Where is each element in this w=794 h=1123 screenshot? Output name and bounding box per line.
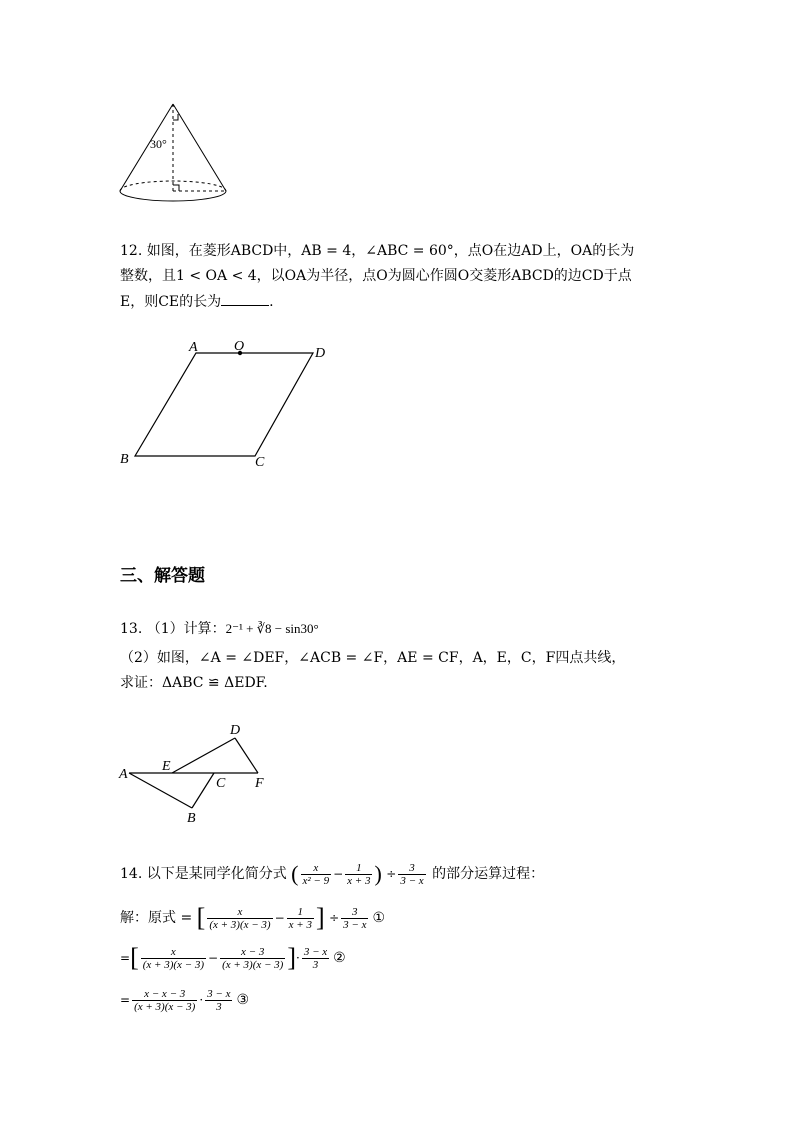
intro-frac-3: $\frac{3}{3 - x}$: [400, 861, 424, 887]
label-a: A: [189, 340, 198, 355]
q13-part1-expr: 2⁻¹ + ∛8 − sin30°: [225, 621, 319, 636]
section-title: 三、解答题: [120, 566, 205, 586]
right-angle-mark-bottom: [173, 185, 179, 191]
q13-part2-line2: 求证：ΔABC ≌ ΔEDF.: [120, 675, 268, 691]
q14-intro: 14. 以下是某同学化简分式 ( $\frac{x}{\text{x² − 9}}$ − $\frac{1}{x + 3}$ ) ÷ $\frac{3}{3 - x}$ 的部分运算过程：: [120, 861, 545, 887]
label-a: A: [119, 767, 128, 782]
q12-line2: 整数，且1 < OA < 4，以OA为半径，点O为圆心作圆O交菱形ABCD的边CD于点: [120, 268, 632, 284]
q12-line3: [120, 291, 274, 312]
cone-figure: [110, 98, 240, 216]
intro-frac-2: $\frac{1}{x + 3}$: [347, 861, 371, 887]
q13-part1-prefix: 13. （1）计算：: [120, 621, 226, 637]
rhombus-figure: [115, 335, 345, 470]
label-c: C: [255, 455, 265, 470]
step3-mark: ③: [236, 992, 250, 1008]
q12-line1: 12. 如图，在菱形ABCD中，AB = 4，∠ABC = 60°，点O在边AD上，OA的长为: [120, 243, 635, 259]
q13-part2-line1: （2）如图，∠A = ∠DEF，∠ACB = ∠F，AE = CF，A，E，C，F四点共线，: [120, 650, 626, 666]
label-o: O: [234, 339, 245, 354]
step1-mark: ①: [372, 910, 386, 926]
right-angle-mark-top: [173, 114, 178, 120]
rhombus-abcd: [135, 353, 313, 456]
cone-base-front: [120, 191, 226, 201]
label-b: B: [120, 452, 129, 467]
q14-step1: 解：原式 = [ $\frac{x}{(x + 3)(x - 3)}$ − $\frac{1}{x + 3}$ ] ÷ $\frac{3}{3 - x}$ ①: [120, 903, 386, 932]
step2-mark: ②: [333, 950, 346, 966]
segment-ed: [172, 738, 235, 773]
q12-line3-text: E，则CE的长为: [120, 294, 222, 310]
label-d: D: [230, 723, 241, 738]
angle-label: 30°: [150, 137, 167, 151]
answer-blank[interactable]: [221, 291, 269, 306]
q14-step2: =[ $\frac{x}{(x + 3)(x - 3)}$ − $\frac{x - 3}{(x + 3)(x - 3)}$ ]· $\frac{3 - x}{3}$ ②: [120, 943, 346, 972]
cone-right-edge: [173, 104, 226, 191]
q14-prefix: 14. 以下是某同学化简分式: [120, 866, 287, 882]
segment-ab: [129, 773, 192, 808]
step2-frac-2: $\frac{x - 3}{(x + 3)(x - 3)}$: [222, 945, 284, 971]
step1-frac-2: $\frac{1}{x + 3}$: [288, 905, 312, 931]
segment-bc: [192, 773, 214, 808]
label-c: C: [216, 776, 226, 791]
q14-step3: = $\frac{x - x - 3}{(x + 3)(x - 3)}$ · $\frac{3 - x}{3}$ ③: [120, 987, 250, 1013]
step2-frac-3: $\frac{3 - x}{3}$: [303, 945, 328, 971]
q13-part1: [120, 619, 319, 639]
triangles-figure: [115, 718, 275, 828]
label-f: F: [255, 776, 264, 791]
step1-label: 解：原式 =: [120, 910, 193, 926]
q12-line3-end: .: [269, 294, 274, 310]
label-e: E: [162, 759, 171, 774]
step3-frac-2: $\frac{3 - x}{3}$: [207, 987, 231, 1013]
label-b: B: [187, 811, 196, 826]
step2-frac-1: $\frac{x}{(x + 3)(x - 3)}$: [142, 945, 204, 971]
step1-frac-3: $\frac{3}{3 - x}$: [343, 905, 367, 931]
step1-frac-1: $\frac{x}{(x + 3)(x - 3)}$: [209, 905, 271, 931]
q14-suffix: 的部分运算过程：: [432, 866, 545, 882]
step3-frac-1: $\frac{x - x - 3}{(x + 3)(x - 3)}$: [134, 987, 196, 1013]
segment-df: [235, 738, 258, 773]
intro-frac-1: $\frac{x}{\text{x² − 9}}$: [302, 861, 330, 887]
label-d: D: [315, 346, 326, 361]
